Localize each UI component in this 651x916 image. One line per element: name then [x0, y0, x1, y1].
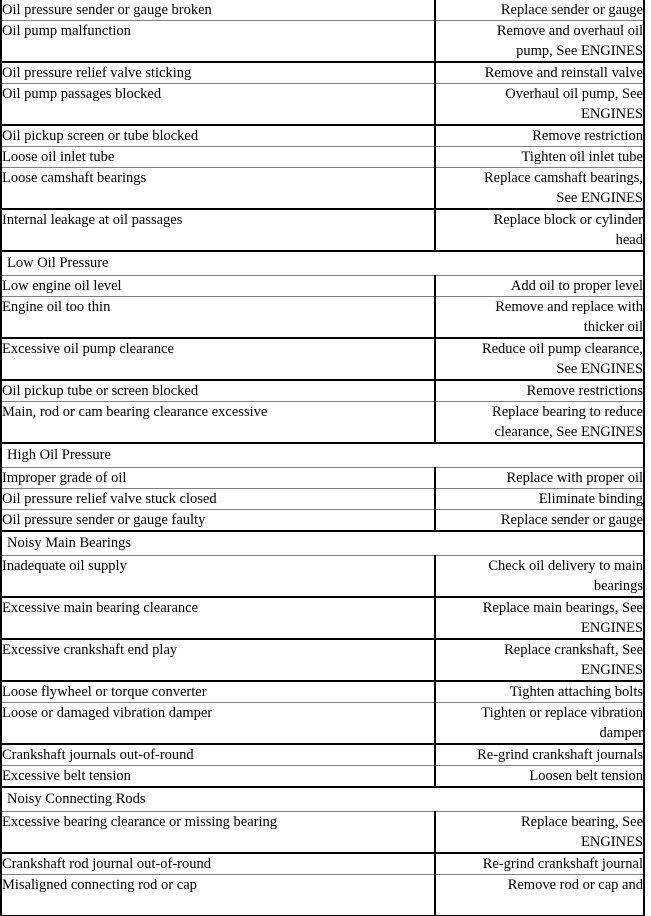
- remedy-lines: [436, 682, 643, 702]
- remedy-line: Replace block or cylinder: [493, 212, 643, 228]
- remedy-line: Remove and replace with: [495, 299, 643, 315]
- remedy-line: Re-grind crankshaft journal: [482, 856, 643, 872]
- cause-cell: Oil pressure sender or gauge broken: [1, 0, 435, 21]
- table-row: [1, 338, 644, 380]
- remedy-line: Remove restrictions: [526, 383, 643, 399]
- remedy-cell: [435, 125, 644, 147]
- remedy-line: Re-grind crankshaft journals: [477, 747, 643, 763]
- remedy-cell: [435, 875, 644, 916]
- remedy-line: head: [615, 232, 643, 248]
- table-row: [1, 744, 644, 766]
- section-title: Low Oil Pressure: [1, 251, 644, 276]
- cause-cell: Oil pump malfunction: [1, 21, 435, 63]
- remedy-lines: [436, 854, 643, 874]
- remedy-line: Eliminate binding: [538, 491, 643, 507]
- remedy-line: ENGINES: [580, 106, 643, 122]
- remedy-line: [436, 895, 643, 915]
- cause-cell: Loose oil inlet tube: [1, 147, 435, 168]
- remedy-cell: [435, 853, 644, 875]
- remedy-cell: [435, 639, 644, 681]
- table-row: [1, 209, 644, 251]
- remedy-lines: [436, 766, 643, 786]
- remedy-line: ENGINES: [580, 662, 643, 678]
- remedy-lines: [436, 276, 643, 296]
- table-row: [1, 853, 644, 875]
- remedy-cell: [435, 489, 644, 510]
- remedy-cell: [435, 62, 644, 84]
- cause-cell: Loose or damaged vibration damper: [1, 703, 435, 745]
- remedy-cell: [435, 338, 644, 380]
- section-title: Noisy Main Bearings: [1, 531, 644, 556]
- remedy-line: damper: [599, 725, 643, 741]
- section-title: Noisy Connecting Rods: [1, 787, 644, 812]
- cause-cell: Loose camshaft bearings: [1, 168, 435, 210]
- remedy-cell: [435, 556, 644, 598]
- remedy-line: thicker oil: [583, 319, 643, 335]
- remedy-line: Tighten or replace vibration: [481, 705, 643, 721]
- remedy-line: ENGINES: [580, 834, 643, 850]
- remedy-line: Remove and overhaul oil: [496, 23, 643, 39]
- table-row: [1, 297, 644, 339]
- remedy-line: Tighten attaching bolts: [509, 684, 643, 700]
- cause-cell: Main, rod or cam bearing clearance excessive: [1, 402, 435, 444]
- cause-cell: Oil pump passages blocked: [1, 84, 435, 126]
- table-row: [1, 0, 644, 21]
- table-row: [1, 681, 644, 703]
- cause-cell: Excessive bearing clearance or missing bearing: [1, 812, 435, 854]
- cause-cell: Excessive crankshaft end play: [1, 639, 435, 681]
- cause-cell: Oil pickup screen or tube blocked: [1, 125, 435, 147]
- table-row: [1, 380, 644, 402]
- table-section-header: [1, 251, 644, 276]
- remedy-lines: [436, 63, 643, 83]
- remedy-lines: [436, 489, 643, 509]
- remedy-lines: [436, 745, 643, 765]
- remedy-line: Replace bearing to reduce: [492, 404, 643, 420]
- cause-cell: Internal leakage at oil passages: [1, 209, 435, 251]
- remedy-lines: [436, 468, 643, 488]
- table-row: [1, 489, 644, 510]
- remedy-cell: [435, 276, 644, 297]
- section-title: High Oil Pressure: [1, 443, 644, 468]
- cause-cell: Excessive belt tension: [1, 766, 435, 788]
- remedy-lines: [436, 297, 643, 337]
- remedy-lines: [436, 147, 643, 167]
- remedy-line: See ENGINES: [556, 361, 643, 377]
- cause-cell: Engine oil too thin: [1, 297, 435, 339]
- remedy-lines: [436, 0, 643, 20]
- table-row: [1, 639, 644, 681]
- cause-cell: Loose flywheel or torque converter: [1, 681, 435, 703]
- table-row: [1, 276, 644, 297]
- remedy-lines: [436, 875, 643, 915]
- remedy-line: See ENGINES: [556, 190, 643, 206]
- table-row: [1, 597, 644, 639]
- remedy-lines: [436, 598, 643, 638]
- remedy-cell: [435, 766, 644, 788]
- remedy-line: Reduce oil pump clearance,: [481, 341, 643, 357]
- remedy-cell: [435, 510, 644, 532]
- remedy-cell: [435, 681, 644, 703]
- remedy-cell: [435, 209, 644, 251]
- remedy-line: Replace sender or gauge: [500, 2, 643, 18]
- remedy-lines: [436, 381, 643, 401]
- remedy-lines: [436, 210, 643, 250]
- cause-cell: Oil pressure relief valve stuck closed: [1, 489, 435, 510]
- table-section-header: [1, 787, 644, 812]
- cause-cell: Oil pressure relief valve sticking: [1, 62, 435, 84]
- cause-cell: Crankshaft journals out-of-round: [1, 744, 435, 766]
- remedy-lines: [436, 168, 643, 208]
- remedy-line: Add oil to proper level: [510, 278, 643, 294]
- remedy-lines: [436, 84, 643, 124]
- remedy-line: ENGINES: [580, 620, 643, 636]
- table-section-header: [1, 443, 644, 468]
- remedy-lines: [436, 339, 643, 379]
- remedy-cell: [435, 84, 644, 126]
- cause-cell: Oil pressure sender or gauge faulty: [1, 510, 435, 532]
- table-row: [1, 703, 644, 745]
- table-section-header: [1, 531, 644, 556]
- remedy-lines: [436, 812, 643, 852]
- table-row: [1, 147, 644, 168]
- cause-cell: Excessive oil pump clearance: [1, 338, 435, 380]
- remedy-line: Tighten oil inlet tube: [521, 149, 643, 165]
- remedy-cell: [435, 0, 644, 21]
- table-row: [1, 766, 644, 788]
- remedy-cell: [435, 297, 644, 339]
- table-row: [1, 168, 644, 210]
- remedy-cell: [435, 597, 644, 639]
- remedy-lines: [436, 703, 643, 743]
- remedy-line: Loosen belt tension: [529, 768, 643, 784]
- remedy-line: Remove restriction: [532, 128, 643, 144]
- remedy-line: Replace sender or gauge: [500, 512, 643, 528]
- remedy-lines: [436, 510, 643, 530]
- table-row: [1, 402, 644, 444]
- table-row: [1, 84, 644, 126]
- cause-cell: Inadequate oil supply: [1, 556, 435, 598]
- remedy-lines: [436, 640, 643, 680]
- table-row: [1, 62, 644, 84]
- cause-cell: Oil pickup tube or screen blocked: [1, 380, 435, 402]
- remedy-line: pump, See ENGINES: [516, 43, 643, 59]
- remedy-line: Overhaul oil pump, See: [505, 86, 643, 102]
- table-row: [1, 812, 644, 854]
- remedy-line: clearance, See ENGINES: [494, 424, 643, 440]
- remedy-line: Check oil delivery to main: [488, 558, 643, 574]
- cause-cell: Improper grade of oil: [1, 468, 435, 489]
- table-row: [1, 125, 644, 147]
- table-row: [1, 21, 644, 63]
- table-row: [1, 468, 644, 489]
- remedy-cell: [435, 812, 644, 854]
- table-body: [1, 0, 644, 916]
- remedy-lines: [436, 556, 643, 596]
- table-row: [1, 556, 644, 598]
- remedy-cell: [435, 21, 644, 63]
- remedy-cell: [435, 380, 644, 402]
- cause-cell: Low engine oil level: [1, 276, 435, 297]
- remedy-line: Replace with proper oil: [506, 470, 643, 486]
- remedy-line: Remove and reinstall valve: [484, 65, 643, 81]
- cause-cell: Crankshaft rod journal out-of-round: [1, 853, 435, 875]
- remedy-lines: [436, 21, 643, 61]
- remedy-lines: [436, 126, 643, 146]
- remedy-line: bearings: [593, 578, 643, 594]
- remedy-cell: [435, 147, 644, 168]
- remedy-lines: [436, 402, 643, 442]
- table-row: [1, 875, 644, 916]
- table-row: [1, 510, 644, 532]
- remedy-cell: [435, 744, 644, 766]
- remedy-cell: [435, 468, 644, 489]
- remedy-line: Replace bearing, See: [521, 814, 643, 830]
- remedy-cell: [435, 703, 644, 745]
- remedy-line: Replace main bearings, See: [482, 600, 643, 616]
- cause-cell: Excessive main bearing clearance: [1, 597, 435, 639]
- remedy-line: Remove rod or cap and: [507, 877, 643, 893]
- remedy-cell: [435, 402, 644, 444]
- cause-cell: Misaligned connecting rod or cap: [1, 875, 435, 916]
- remedy-cell: [435, 168, 644, 210]
- remedy-line: Replace camshaft bearings,: [483, 170, 643, 186]
- remedy-line: Replace crankshaft, See: [504, 642, 643, 658]
